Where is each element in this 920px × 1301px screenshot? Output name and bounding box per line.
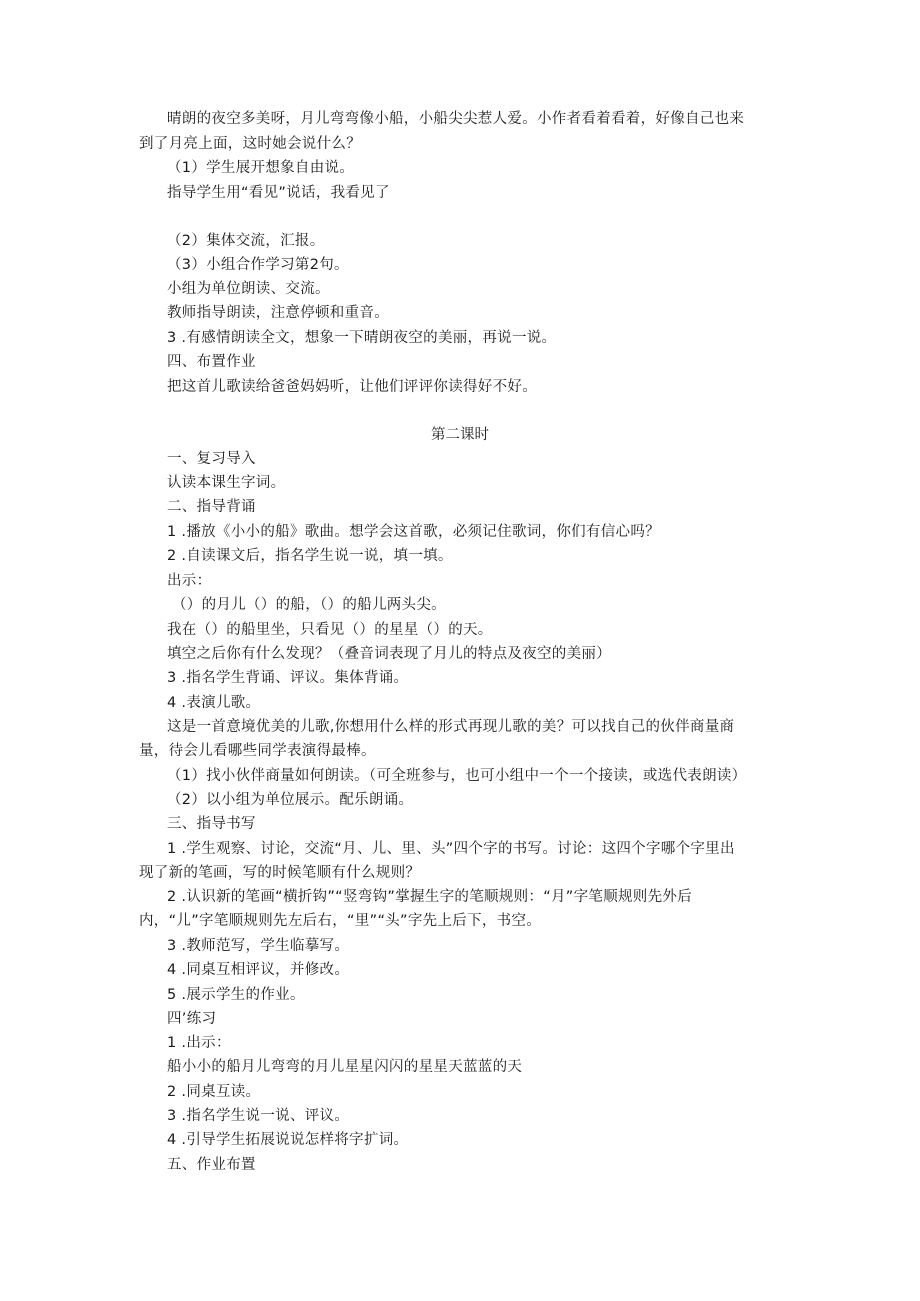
section-heading: 二、指导背诵 xyxy=(167,499,256,515)
paragraph-line: 晴朗的夜空多美呀，月儿弯弯像小船，小船尖尖惹人爱。小作者看着看着，好像自己也来 xyxy=(167,111,745,127)
list-item: （2）以小组为单位展示。配乐朗诵。 xyxy=(167,792,414,808)
paragraph-line: 小组为单位朗读、交流。 xyxy=(167,281,330,297)
list-item: 1 .学生观察、讨论，交流“月、儿、里、头”四个字的书写。讨论：这四个字哪个字里出 xyxy=(167,841,735,857)
paragraph-line: 我在（）的船里坐，只看见（）的星星（）的天。 xyxy=(167,622,493,638)
list-item: 3 .指名学生背诵、评议。集体背诵。 xyxy=(167,670,409,686)
list-item: 4 .同桌互相评议，并修改。 xyxy=(167,962,350,978)
list-item: 4 .引导学生拓展说说怎样将字扩词。 xyxy=(167,1132,409,1148)
list-item: 3 .教师范写，学生临摹写。 xyxy=(167,938,350,954)
paragraph-line: 填空之后你有什么发现？（叠音词表现了月儿的特点及夜空的美丽） xyxy=(167,646,611,662)
paragraph-line: 内，“儿”字笔顺规则先左后右，“里”“头”字先上后下，书空。 xyxy=(139,913,542,929)
lesson-title: 第二课时 xyxy=(431,427,489,443)
paragraph-line: （）的月儿（）的船，（）的船儿两头尖。 xyxy=(172,597,446,613)
list-item: 2 .自读课文后，指名学生说一说，填一填。 xyxy=(167,548,453,564)
list-item: 2 .同桌互读。 xyxy=(167,1084,261,1100)
paragraph-line: 认读本课生字词。 xyxy=(167,475,286,491)
paragraph-line: 这是一首意境优美的儿歌,你想用什么样的形式再现儿歌的美？可以找自己的伙伴商量商 xyxy=(167,719,735,735)
section-heading: 四、布置作业 xyxy=(167,354,256,370)
section-heading: 四’练习 xyxy=(167,1011,217,1027)
paragraph-line: 船小小的船月儿弯弯的月儿星星闪闪的星星天蓝蓝的天 xyxy=(167,1059,523,1075)
list-item: 3 .指名学生说一说、评议。 xyxy=(167,1108,350,1124)
section-heading: 一、复习导入 xyxy=(167,451,256,467)
list-item: （2）集体交流，汇报。 xyxy=(167,233,325,249)
paragraph-line: 把这首儿歌读给爸爸妈妈听，让他们评评你读得好不好。 xyxy=(167,379,537,395)
list-item: 4 .表演儿歌。 xyxy=(167,695,261,711)
list-item: （1）学生展开想象自由说。 xyxy=(167,160,355,176)
paragraph-line: 量，待会儿看哪些同学表演得最棒。 xyxy=(139,743,376,759)
section-heading: 三、指导书写 xyxy=(167,816,256,832)
list-item: 2 .认识新的笔画“横折钩”“竖弯钩”掌握生字的笔顺规则：“月”字笔顺规则先外后 xyxy=(167,889,693,905)
section-heading: 五、作业布置 xyxy=(167,1157,256,1173)
list-item: 3 .有感情朗读全文，想象一下晴朗夜空的美丽，再说一说。 xyxy=(167,330,557,346)
paragraph-line: 出示： xyxy=(167,573,212,589)
paragraph-line: 指导学生用“看见”说话，我看见了 xyxy=(167,185,390,201)
list-item: （3）小组合作学习第2句。 xyxy=(167,257,349,273)
paragraph-line: 现了新的笔画，写的时候笔顺有什么规则？ xyxy=(139,865,421,881)
list-item: 5 .展示学生的作业。 xyxy=(167,987,305,1003)
list-item: 1 .播放《小小的船》歌曲。想学会这首歌，必须记住歌词，你们有信心吗？ xyxy=(167,524,660,540)
list-item: 1 .出示： xyxy=(167,1035,231,1051)
paragraph-line: 教师指导朗读，注意停顿和重音。 xyxy=(167,305,389,321)
paragraph-line: 到了月亮上面，这时她会说什么？ xyxy=(139,136,361,152)
list-item: （1）找小伙伴商量如何朗读。（可全班参与，也可小组中一个一个接读，或选代表朗读） xyxy=(167,768,747,784)
